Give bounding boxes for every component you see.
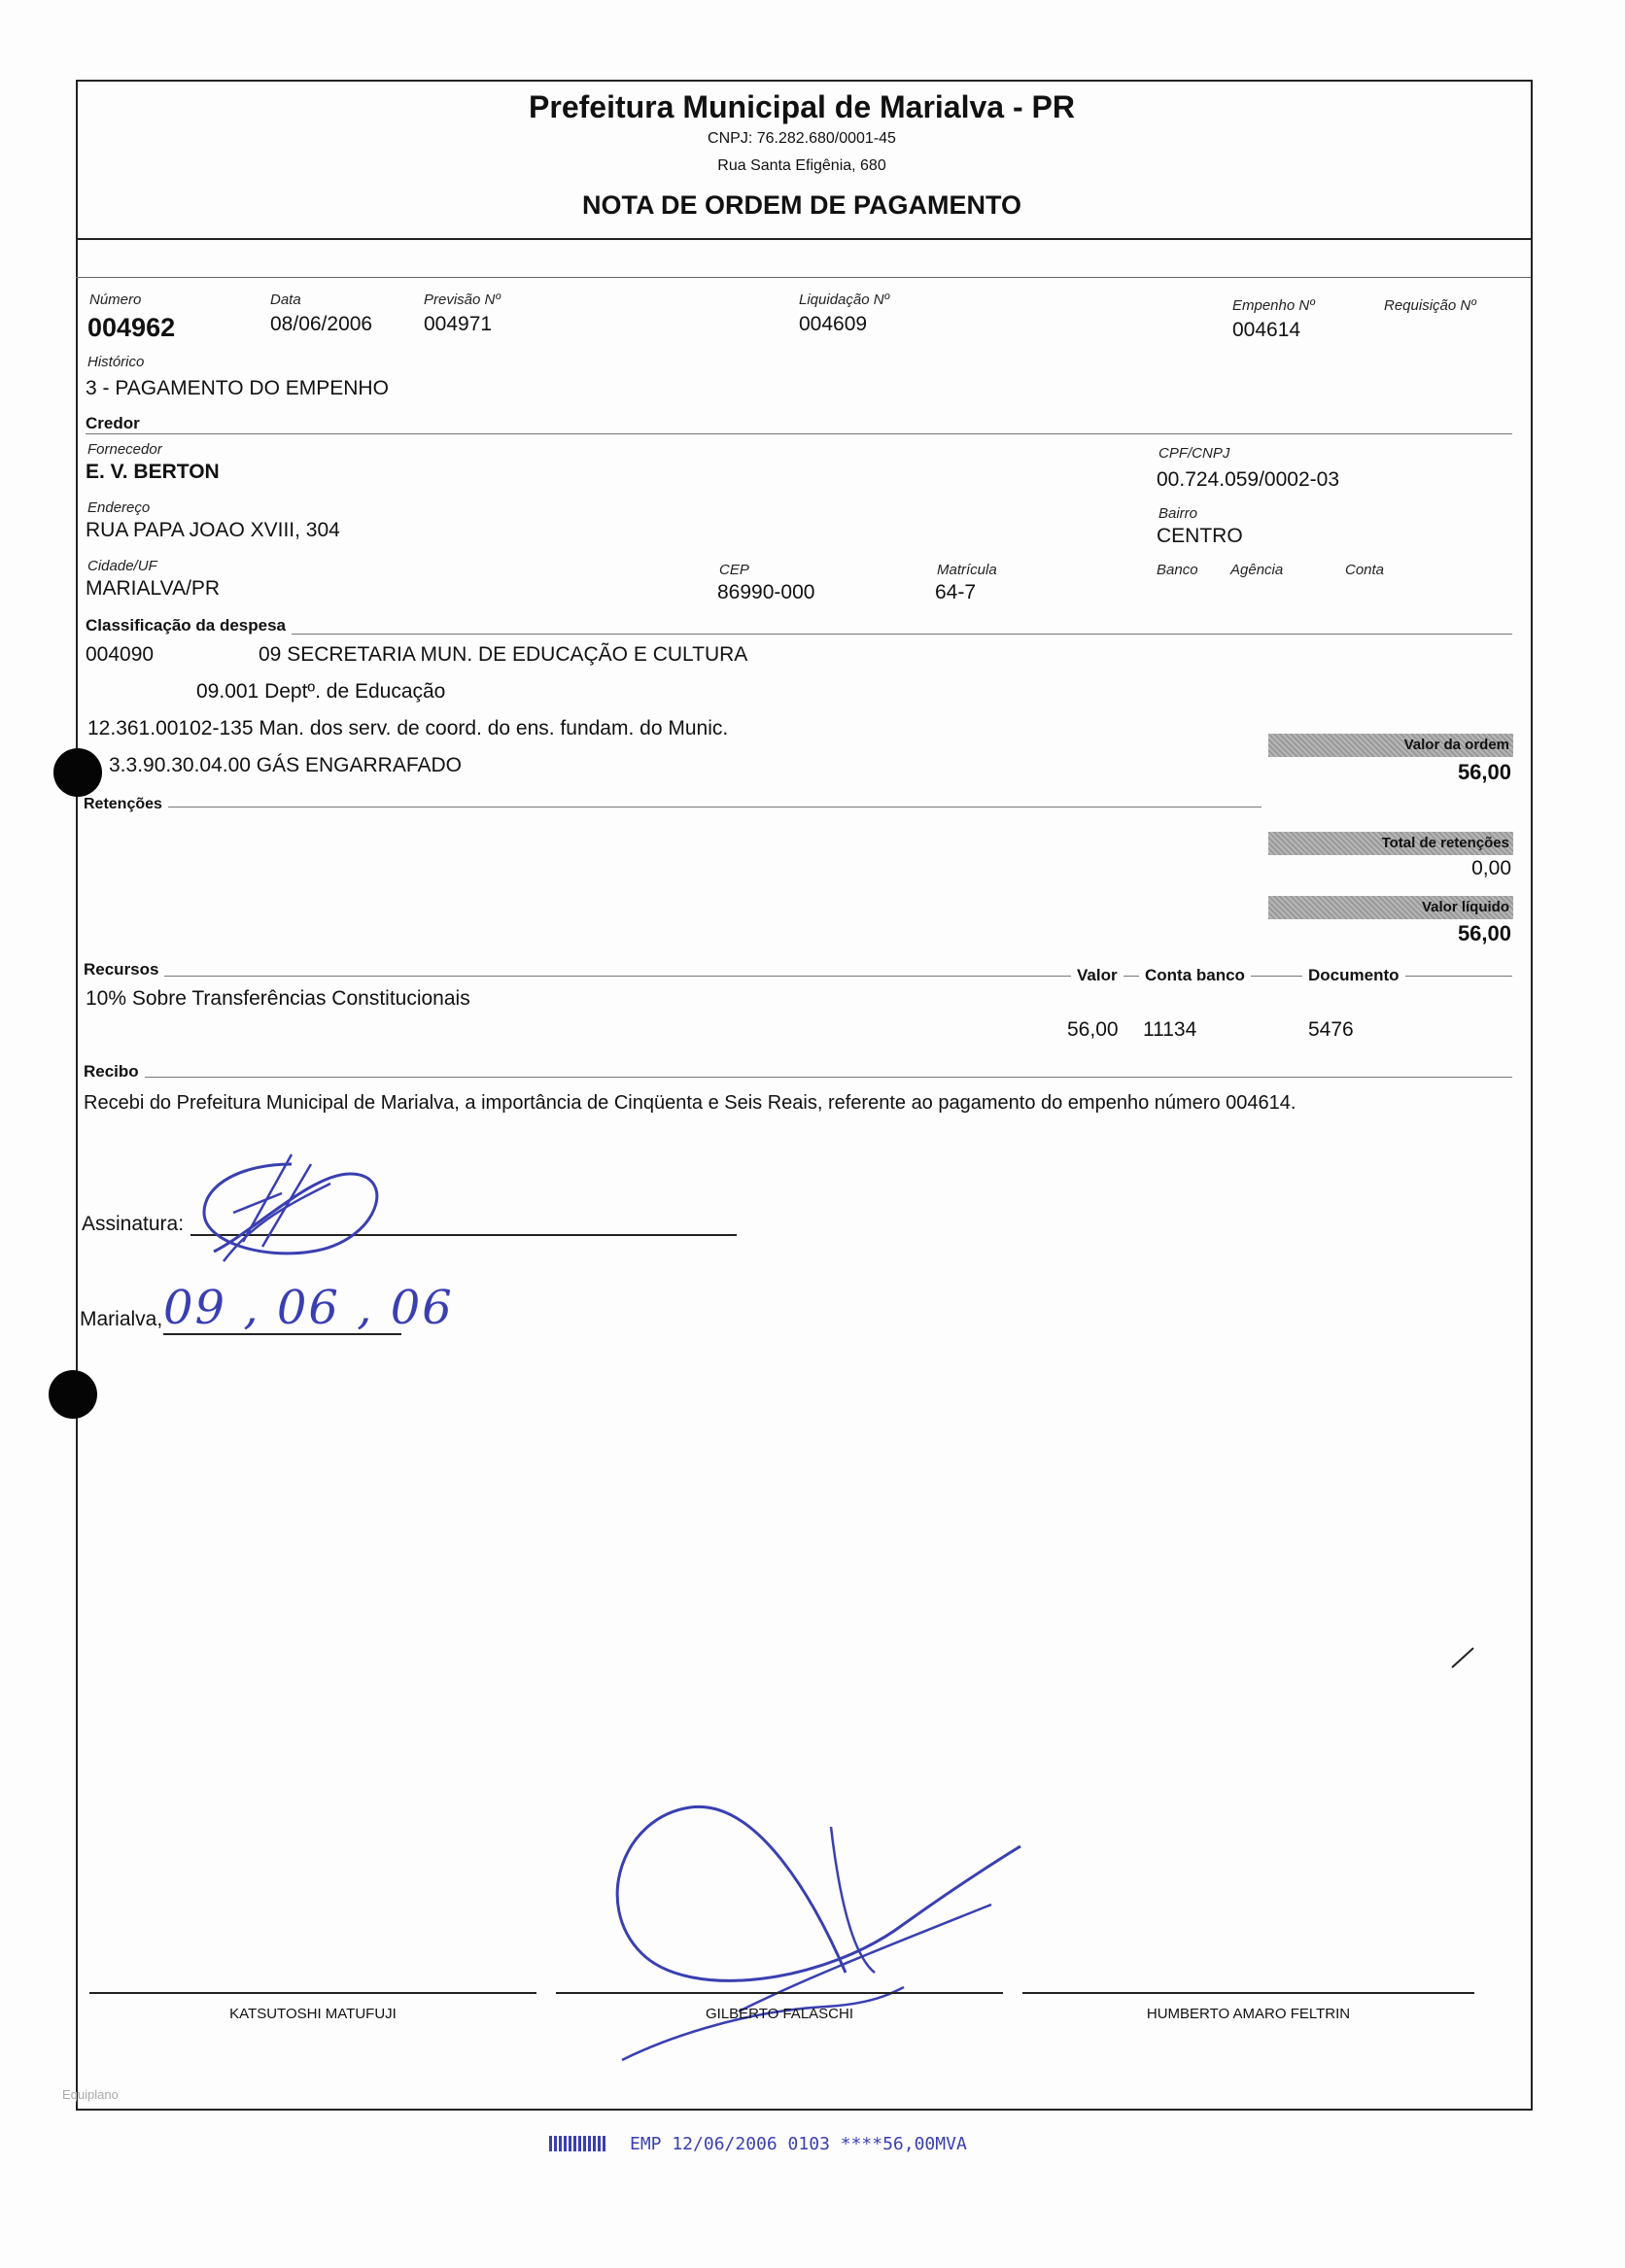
credor-section-title: Credor	[86, 414, 146, 433]
retencoes-section-title: Retenções	[84, 796, 168, 813]
recursos-conta: 11134	[1143, 1018, 1197, 1041]
endereco-value: RUA PAPA JOAO XVIII, 304	[86, 519, 340, 541]
valor-liquido-value: 56,00	[1457, 921, 1511, 945]
valor-liquido-bar: Valor líquido	[1268, 896, 1513, 919]
classificacao-rule	[86, 634, 1512, 635]
classificacao-section-title: Classificação da despesa	[86, 616, 292, 636]
recibo-rule	[86, 1077, 1512, 1078]
conta-label: Conta	[1345, 562, 1385, 578]
signatory-1: KATSUTOSHI MATUFUJI	[229, 2006, 397, 2022]
header-divider	[76, 238, 1531, 240]
cidade-value: MARIALVA/PR	[86, 577, 221, 600]
empenho-value: 004614	[1232, 319, 1301, 341]
cep-value: 86990-000	[717, 581, 815, 603]
fornecedor-value: E. V. BERTON	[86, 461, 220, 483]
recibo-section-title: Recibo	[84, 1062, 145, 1082]
recursos-valor: 56,00	[1067, 1018, 1119, 1041]
classificacao-line1: 09 SECRETARIA MUN. DE EDUCAÇÃO E CULTURA	[259, 643, 748, 666]
signature-line-3	[1022, 1992, 1474, 1994]
bairro-label: Bairro	[1158, 505, 1198, 522]
signatory-2: GILBERTO FALASCHI	[706, 2006, 853, 2022]
recursos-section-title: Recursos	[84, 960, 164, 979]
classificacao-line4: 3.3.90.30.04.00 GÁS ENGARRAFADO	[109, 754, 463, 776]
historico-value: 3 - PAGAMENTO DO EMPENHO	[86, 377, 389, 399]
local-label: Marialva,	[80, 1308, 163, 1330]
signature-line-1	[89, 1992, 536, 1994]
bairro-value: CENTRO	[1157, 525, 1243, 547]
previsao-value: 004971	[424, 313, 493, 335]
classificacao-line2: 09.001 Deptº. de Educação	[196, 680, 446, 703]
recursos-valor-label: Valor	[1071, 966, 1124, 985]
recursos-documento: 5476	[1308, 1018, 1354, 1041]
retencoes-rule	[86, 807, 1262, 808]
total-retencoes-value: 0,00	[1471, 857, 1511, 879]
endereco-label: Endereço	[87, 499, 151, 516]
authority-signature-icon	[583, 1769, 1050, 2070]
total-retencoes-bar: Total de retenções	[1268, 832, 1513, 855]
liquidacao-label: Liquidação Nº	[799, 292, 890, 308]
signatory-3: HUMBERTO AMARO FELTRIN	[1146, 2006, 1351, 2022]
agencia-label: Agência	[1230, 562, 1284, 578]
assinatura-label: Assinatura:	[82, 1213, 185, 1235]
data-label: Data	[270, 292, 301, 308]
receipt-signature-icon	[185, 1135, 398, 1290]
handwritten-date: 09 , 06 , 06	[163, 1281, 454, 1335]
cpf-value: 00.724.059/0002-03	[1157, 468, 1340, 491]
punch-hole-top-icon	[53, 748, 102, 797]
classificacao-code: 004090	[86, 643, 155, 666]
matricula-label: Matrícula	[937, 562, 997, 578]
cidade-label: Cidade/UF	[87, 558, 157, 574]
empenho-label: Empenho Nº	[1232, 297, 1315, 314]
recursos-documento-label: Documento	[1302, 966, 1405, 985]
classificacao-line3: 12.361.00102-135 Man. dos serv. de coord. do ens. fundam. do Munic.	[87, 717, 729, 739]
document-title: NOTA DE ORDEM DE PAGAMENTO	[581, 190, 1021, 220]
valor-ordem-value: 56,00	[1457, 760, 1511, 784]
banco-label: Banco	[1157, 562, 1198, 578]
historico-label: Histórico	[87, 354, 145, 370]
credor-rule	[86, 433, 1512, 434]
recibo-text: Recebi do Prefeitura Municipal de Marialva, a importância de Cinqüenta e Seis Reais, referente ao pagamento do empenho número 004614.	[84, 1092, 1297, 1114]
payment-stamp: EMP 12/06/2006 0103 ****56,00MVA	[630, 2134, 967, 2154]
check-mark-icon	[1448, 1642, 1477, 1671]
numero-label: Número	[89, 292, 142, 308]
numero-value: 004962	[87, 313, 176, 342]
fields-top-rule	[76, 277, 1531, 278]
stamp-barcode-icon	[549, 2136, 607, 2151]
matricula-value: 64-7	[935, 581, 977, 603]
liquidacao-value: 004609	[799, 313, 868, 335]
header-title: Prefeitura Municipal de Marialva - PR	[529, 89, 1075, 124]
recursos-rule	[86, 976, 1512, 977]
recursos-conta-label: Conta banco	[1139, 966, 1251, 985]
fornecedor-label: Fornecedor	[87, 441, 162, 458]
recursos-descricao: 10% Sobre Transferências Constitucionais	[86, 987, 470, 1010]
software-footer: Equiplano	[62, 2087, 119, 2102]
data-value: 08/06/2006	[270, 313, 373, 335]
requisicao-label: Requisição Nº	[1384, 297, 1476, 314]
header-address: Rua Santa Efigênia, 680	[717, 157, 886, 174]
previsao-label: Previsão Nº	[424, 292, 501, 308]
cep-label: CEP	[719, 562, 749, 578]
signature-line-2	[556, 1992, 1003, 1994]
header-cnpj: CNPJ: 76.282.680/0001-45	[708, 130, 896, 147]
punch-hole-bottom-icon	[49, 1370, 97, 1419]
cpf-label: CPF/CNPJ	[1158, 445, 1230, 462]
valor-ordem-bar: Valor da ordem	[1268, 734, 1513, 757]
